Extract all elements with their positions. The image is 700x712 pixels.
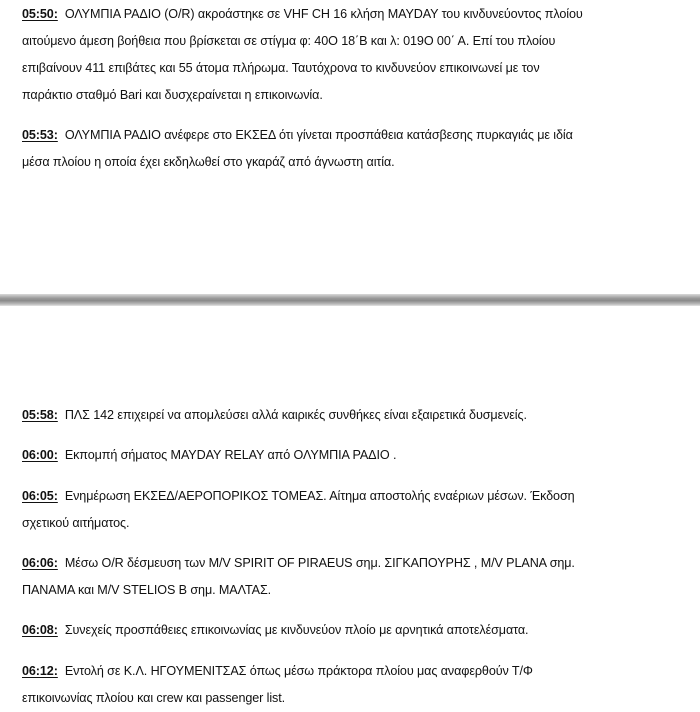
log-entry-0558 — [22, 402, 682, 429]
log-entry-time: 06:08: — [22, 623, 58, 637]
log-entry-line — [22, 550, 682, 577]
document-page-upper — [0, 0, 700, 296]
log-entry-time: 05:50: — [22, 7, 58, 21]
log-entry-line — [22, 442, 682, 469]
log-entry-time: 06:05: — [22, 489, 58, 503]
log-entry-line: μέσα πλοίου η οποία έχει εκδηλωθεί στο γκαράζ από άγνωστη αιτία. — [22, 155, 395, 169]
log-entry-line: επικοινωνίας πλοίου και crew και passenger list. — [22, 691, 286, 705]
log-entry-line — [22, 483, 682, 510]
log-entry-text: Συνεχείς προσπάθειες επικοινωνίας με κινδυνεύον πλοίο με αρνητικά αποτελέσματα. — [64, 623, 529, 637]
log-entry-line: παράκτιο σταθμό Bari και δυσχεραίνεται η επικοινωνία. — [22, 88, 323, 102]
log-entry-line — [22, 1, 682, 28]
log-entry-0550 — [22, 1, 682, 109]
log-entry-line — [22, 402, 682, 429]
page-separator — [0, 294, 700, 306]
log-entry-0608 — [22, 617, 682, 644]
log-entry-0605 — [22, 483, 682, 537]
log-entry-line — [22, 122, 682, 149]
log-entry-text: Εντολή σε Κ.Λ. ΗΓΟΥΜΕΝΙΤΣΑΣ όπως μέσω πράκτορα πλοίου μας αναφερθούν Τ/Φ — [64, 664, 533, 678]
log-entry-0612 — [22, 658, 682, 712]
log-entry-time: 05:58: — [22, 408, 58, 422]
log-entry-0600 — [22, 442, 682, 469]
log-entry-text: Εκπομπή σήματος MAYDAY RELAY από ΟΛΥΜΠΙΑ ΡΑΔΙΟ . — [64, 448, 397, 462]
log-entry-0606 — [22, 550, 682, 604]
document-page-lower — [0, 306, 700, 706]
log-entry-line: ΠΑΝΑΜΑ και M/V STELIOS B σημ. ΜΑΛΤΑΣ. — [22, 583, 272, 597]
log-entry-line: αιτούμενο άμεση βοήθεια που βρίσκεται σε στίγμα φ: 40Ο 18΄Β και λ: 019Ο 00΄ Α. Επί του πλοίου — [22, 34, 556, 48]
log-entry-text: Μέσω O/R δέσμευση των M/V SPIRIT OF PIRAEUS σημ. ΣΙΓΚΑΠΟΥΡΗΣ , M/V PLANA σημ. — [64, 556, 575, 570]
log-entry-text: Ενημέρωση ΕΚΣΕΔ/ΑΕΡΟΠΟΡΙΚΟΣ ΤΟΜΕΑΣ. Αίτημα αποστολής εναέριων μέσων. Έκδοση — [64, 489, 575, 503]
log-entry-line — [22, 658, 682, 685]
log-entry-time: 06:06: — [22, 556, 58, 570]
log-entry-text: ΟΛΥΜΠΙΑ ΡΑΔΙΟ (O/R) ακροάστηκε σε VHF CH 16 κλήση MAYDAY του κινδυνεύοντος πλοίου — [64, 7, 583, 21]
log-entry-line: σχετικού αιτήματος. — [22, 516, 130, 530]
log-entry-text: ΠΛΣ 142 επιχειρεί να απομλεύσει αλλά καιρικές συνθήκες είναι εξαιρετικά δυσμενείς. — [64, 408, 527, 422]
log-entry-time: 05:53: — [22, 128, 58, 142]
log-entry-text: ΟΛΥΜΠΙΑ ΡΑΔΙΟ ανέφερε στο ΕΚΣΕΔ ότι γίνεται προσπάθεια κατάσβεσης πυρκαγιάς με ιδία — [64, 128, 573, 142]
log-entry-time: 06:12: — [22, 664, 58, 678]
log-entry-line: επιβαίνουν 411 επιβάτες και 55 άτομα πλήρωμα. Ταυτόχρονα το κινδυνεύον επικοινωνεί με τον — [22, 61, 540, 75]
log-entry-line — [22, 617, 682, 644]
log-entry-0553 — [22, 122, 682, 176]
log-entry-time: 06:00: — [22, 448, 58, 462]
